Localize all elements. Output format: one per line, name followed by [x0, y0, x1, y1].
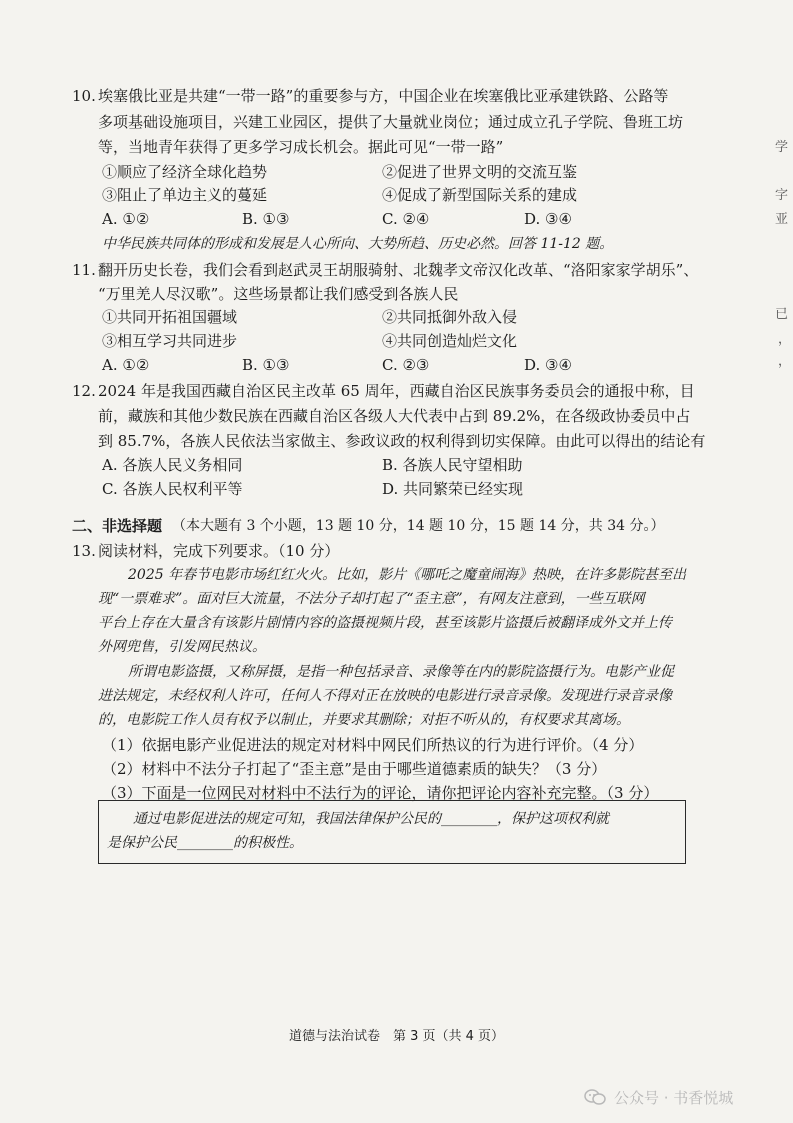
question-text-line: 埃塞俄比亚是共建“一带一路”的重要参与方，中国企业在埃塞俄比亚承建铁路、公路等: [98, 87, 669, 105]
question-text-line: 2024 年是我国西藏自治区民主改革 65 周年，西藏自治区民族事务委员会的通报中称，目: [98, 382, 695, 400]
statement: ②共同抵御外敌入侵: [382, 308, 518, 326]
question-text-line: 到 85.7%，各族人民依法当家做主、参政议政的权利得到切实保障。由此可以得出的结论有: [98, 432, 706, 450]
question-text-line: 翻开历史长卷，我们会看到赵武灵王胡服骑射、北魏孝文帝汉化改革、“洛阳家家学胡乐”、: [98, 261, 699, 279]
margin-char: 字: [775, 188, 789, 203]
material-line: 进法规定，未经权利人许可，任何人不得对正在放映的电影进行录音录像。发现进行录音录像: [98, 688, 672, 704]
section-note: （本大题有 3 个小题，13 题 10 分，14 题 10 分，15 题 14 分，共 34 分。）: [172, 518, 665, 534]
watermark-text: 公众号 · 书香悦城: [614, 1088, 734, 1107]
statement: ④共同创造灿烂文化: [382, 332, 518, 350]
option-d: D. ③④: [524, 210, 572, 228]
question-text-line: 等，当地青年获得了更多学习成长机会。据此可见“一带一路”: [98, 138, 504, 156]
option-a: A. ①②: [102, 210, 150, 228]
option-c: C. ②④: [382, 210, 430, 228]
material-line: 所谓电影盗摄，又称屏摄，是指一种包括录音、录像等在内的影院盗摄行为。电影产业促: [128, 664, 674, 680]
option-d: D. ③④: [524, 356, 572, 374]
option-c: C. 各族人民权利平等: [102, 480, 243, 498]
comment-line: 是保护公民________的积极性。: [107, 835, 303, 851]
question-text-line: 前，藏族和其他少数民族在西藏自治区各级人大代表中占到 89.2%，在各级政协委员中占: [98, 407, 691, 425]
option-a: A. 各族人民义务相同: [102, 456, 243, 474]
option-b: B. 各族人民守望相助: [382, 456, 523, 474]
question-text-line: “万里羌人尽汉歌”。这些场景都让我们感受到各族人民: [98, 285, 459, 303]
watermark: [584, 1084, 733, 1110]
statement: ①顺应了经济全球化趋势: [102, 163, 268, 181]
statement: ④促成了新型国际关系的建成: [382, 186, 578, 204]
sub-question: （3）下面是一位网民对材料中不法行为的评论，请你把评论内容补充完整。（3 分）: [102, 784, 659, 802]
statement: ③相互学习共同进步: [102, 332, 238, 350]
comment-box: [98, 800, 686, 864]
material-line: 的，电影院工作人员有权予以制止，并要求其删除；对拒不听从的，有权要求其离场。: [98, 712, 630, 728]
margin-char: 学: [775, 140, 789, 155]
option-b: B. ①③: [242, 356, 290, 374]
option-a: A. ①②: [102, 356, 150, 374]
option-c: C. ②③: [382, 356, 430, 374]
margin-char: 已: [775, 307, 789, 322]
question-number: 11.: [72, 261, 96, 279]
question-number: 13.: [72, 542, 96, 560]
margin-char: ，: [778, 332, 792, 347]
margin-char: ，: [778, 354, 792, 369]
material-line: 平台上存在大量含有该影片剧情内容的盗摄视频片段，甚至该影片盗摄后被翻译成外文并上传: [98, 615, 672, 631]
wechat-icon: [584, 1088, 606, 1106]
sub-question: （1）依据电影产业促进法的规定对材料中网民们所热议的行为进行评价。（4 分）: [102, 736, 644, 754]
option-b: B. ①③: [242, 210, 290, 228]
question-text-line: 多项基础设施项目，兴建工业园区，提供了大量就业岗位；通过成立孔子学院、鲁班工坊: [98, 113, 684, 131]
sub-question: （2）材料中不法分子打起了“歪主意”是由于哪些道德素质的缺失？（3 分）: [102, 760, 607, 778]
margin-char: 亚: [775, 212, 789, 227]
question-number: 12.: [72, 382, 96, 400]
statement: ③阻止了单边主义的蔓延: [102, 186, 268, 204]
comment-line: 通过电影促进法的规定可知，我国法律保护公民的________，保护这项权利就: [133, 811, 609, 827]
material-line: 外网兜售，引发网民热议。: [98, 639, 266, 655]
statement: ②促进了世界文明的交流互鉴: [382, 163, 578, 181]
statement: ①共同开拓祖国疆域: [102, 308, 238, 326]
question-number: 10.: [72, 87, 96, 105]
question-head: 阅读材料，完成下列要求。（10 分）: [98, 542, 340, 560]
material-line: 2025 年春节电影市场红红火火。比如，影片《哪吒之魔童闹海》热映，在许多影院甚至出: [128, 567, 687, 583]
page-footer: 道德与法治试卷 第 3 页（共 4 页）: [288, 1029, 505, 1044]
intro-11-12: 中华民族共同体的形成和发展是人心所向、大势所趋、历史必然。回答 11-12 题。: [102, 236, 614, 252]
option-d: D. 共同繁荣已经实现: [382, 480, 524, 498]
material-line: 现“一票难求”。面对巨大流量，不法分子却打起了“歪主意”，有网友注意到，一些互联网: [98, 591, 645, 607]
section-title: 二、非选择题: [72, 517, 163, 535]
